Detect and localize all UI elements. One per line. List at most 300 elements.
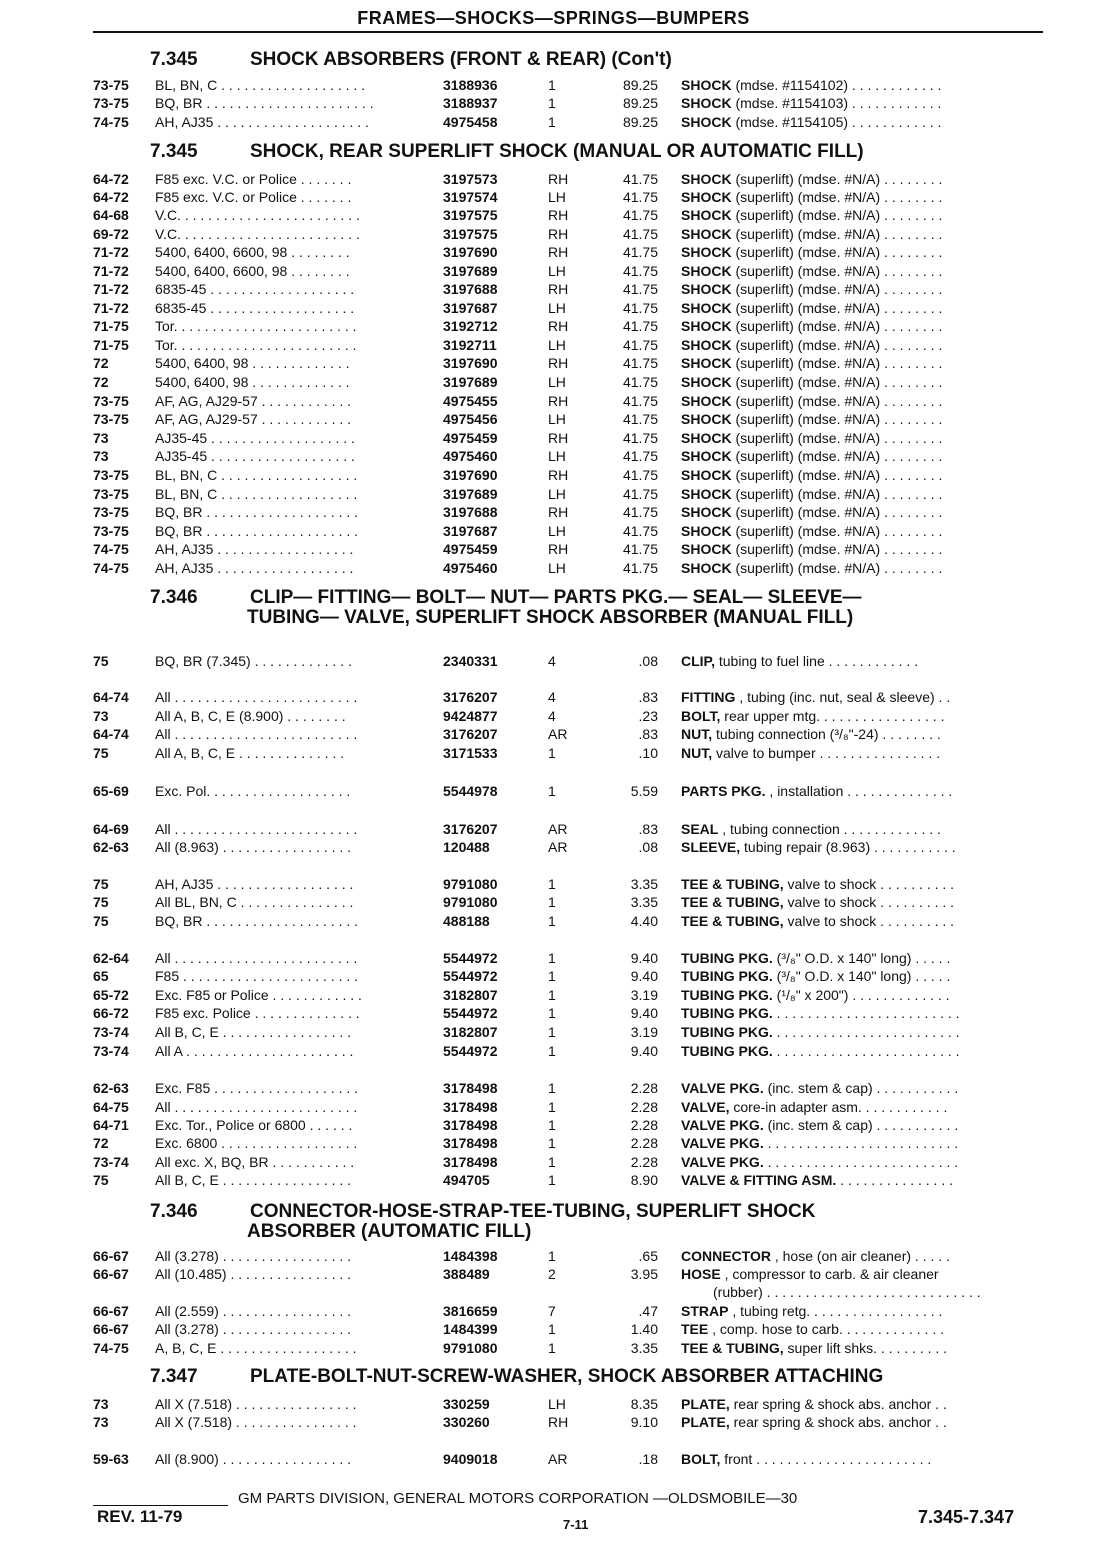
- model-year: 64-74: [93, 726, 129, 742]
- part-detail: (superlift) (mdse. #N/A) . . . . . . . .: [731, 504, 943, 520]
- quantity: 1: [548, 783, 556, 799]
- part-detail: rear spring & shock abs. anchor . .: [729, 1414, 947, 1430]
- part-description: [681, 725, 1046, 743]
- quantity: 1: [548, 1005, 556, 1021]
- price: 41.75: [622, 504, 658, 520]
- quantity: RH: [548, 318, 569, 334]
- part-detail: tubing to fuel line . . . . . . . . . . . .: [714, 653, 919, 669]
- part-number: 3176207: [443, 689, 498, 705]
- part-description: [681, 336, 1046, 354]
- parts-row: [93, 262, 1048, 280]
- part-name: CLIP,: [681, 653, 715, 669]
- part-number: 9791080: [443, 894, 498, 910]
- model-year: 69-72: [93, 226, 129, 242]
- part-detail: (superlift) (mdse. #N/A) . . . . . . . .: [731, 300, 943, 316]
- parts-row: [93, 1116, 1048, 1134]
- part-name: STRAP: [681, 1303, 729, 1319]
- model-application: 6835-45 . . . . . . . . . . . . . . . . . . .: [155, 300, 355, 316]
- part-detail: (mdse. #1154102) . . . . . . . . . . . .: [731, 77, 942, 93]
- price: 41.75: [622, 244, 658, 260]
- model-year: 74-75: [93, 541, 129, 557]
- parts-row: [93, 1395, 1048, 1413]
- part-detail: , hose (on air cleaner) . . . . .: [770, 1248, 950, 1264]
- part-description: [681, 299, 1046, 317]
- part-name: SHOCK: [681, 171, 732, 187]
- part-detail: (superlift) (mdse. #N/A) . . . . . . . .: [731, 337, 943, 353]
- model-year: 59-63: [93, 1451, 129, 1467]
- part-detail: , tubing (inc. nut, seal & sleeve) . .: [735, 689, 951, 705]
- quantity: LH: [548, 189, 566, 205]
- model-year: 73: [93, 1396, 109, 1412]
- model-year: 64-72: [93, 171, 129, 187]
- part-number: 3182807: [443, 1024, 498, 1040]
- quantity: AR: [548, 839, 568, 855]
- part-detail: tubing repair (8.963) . . . . . . . . . . .: [740, 839, 956, 855]
- quantity: 1: [548, 1043, 556, 1059]
- quantity: 1: [548, 968, 556, 984]
- part-description: [681, 820, 1046, 838]
- model-year: 73: [93, 430, 109, 446]
- model-application: AH, AJ35 . . . . . . . . . . . . . . . . . .: [155, 541, 354, 557]
- part-detail: core-in adapter asm. . . . . . . . . . . .: [729, 1099, 948, 1115]
- part-description: [681, 225, 1046, 243]
- part-description: [681, 94, 1046, 112]
- part-description: [681, 912, 1046, 930]
- model-application: Tor. . . . . . . . . . . . . . . . . . . . . . . .: [155, 318, 357, 334]
- part-description: [681, 206, 1046, 224]
- part-description: [681, 1302, 1046, 1320]
- model-year: 73-75: [93, 523, 129, 539]
- part-number: 1484398: [443, 1248, 498, 1264]
- model-application: All A . . . . . . . . . . . . . . . . . . . . . .: [155, 1043, 354, 1059]
- price: 8.90: [630, 1172, 658, 1188]
- part-description: [681, 1004, 1046, 1022]
- price: 41.75: [622, 374, 658, 390]
- model-year: 66-72: [93, 1005, 129, 1021]
- part-name: SLEEVE,: [681, 839, 741, 855]
- part-number: 3816659: [443, 1303, 498, 1319]
- model-application: All B, C, E . . . . . . . . . . . . . . . . .: [155, 1024, 352, 1040]
- model-application: AF, AG, AJ29-57 . . . . . . . . . . . .: [155, 411, 352, 427]
- part-number: 4975460: [443, 448, 498, 464]
- quantity: 1: [548, 77, 556, 93]
- quantity: 4: [548, 689, 556, 705]
- part-number: 388489: [443, 1266, 490, 1282]
- parts-row: [93, 429, 1048, 447]
- part-name: SHOCK: [681, 411, 732, 427]
- price: 41.75: [622, 467, 658, 483]
- part-description: [681, 76, 1046, 94]
- price: 41.75: [622, 337, 658, 353]
- price: .18: [638, 1451, 658, 1467]
- part-detail: , compressor to carb. & air cleaner: [720, 1266, 939, 1282]
- price: 9.40: [630, 950, 658, 966]
- part-detail: (superlift) (mdse. #N/A) . . . . . . . .: [731, 467, 943, 483]
- model-year: 72: [93, 355, 109, 371]
- part-detail: (superlift) (mdse. #N/A) . . . . . . . .: [731, 411, 943, 427]
- part-name: TEE & TUBING,: [681, 913, 784, 929]
- part-name: VALVE,: [681, 1099, 730, 1115]
- part-name: SHOCK: [681, 523, 732, 539]
- quantity: 1: [548, 1135, 556, 1151]
- price: .23: [638, 708, 658, 724]
- part-description: [681, 1079, 1046, 1097]
- price: 3.35: [630, 894, 658, 910]
- page-header-title: FRAMES—SHOCKS—SPRINGS—BUMPERS: [357, 8, 750, 28]
- part-detail: valve to shock . . . . . . . . . .: [783, 876, 955, 892]
- price: 3.35: [630, 876, 658, 892]
- price: .08: [638, 839, 658, 855]
- model-year: 74-75: [93, 1340, 129, 1356]
- price: .65: [638, 1248, 658, 1264]
- model-application: All exc. X, BQ, BR . . . . . . . . . . .: [155, 1154, 355, 1170]
- section-title: SHOCK, REAR SUPERLIFT SHOCK (MANUAL OR AUTOMATIC FILL): [250, 141, 864, 162]
- quantity: LH: [548, 523, 566, 539]
- part-detail: (superlift) (mdse. #N/A) . . . . . . . .: [731, 226, 943, 242]
- part-number: 3197574: [443, 189, 498, 205]
- quantity: 1: [548, 894, 556, 910]
- part-detail: (superlift) (mdse. #N/A) . . . . . . . .: [731, 374, 943, 390]
- model-application: AH, AJ35 . . . . . . . . . . . . . . . . . . . .: [155, 114, 369, 130]
- section-title: SHOCK ABSORBERS (FRONT & REAR) (Con't): [250, 49, 672, 70]
- model-application: BL, BN, C . . . . . . . . . . . . . . . . . .: [155, 467, 358, 483]
- model-year: 75: [93, 1172, 109, 1188]
- model-year: 73-75: [93, 95, 129, 111]
- part-description: [681, 652, 1046, 670]
- part-number: 3197690: [443, 244, 498, 260]
- quantity: RH: [548, 430, 569, 446]
- part-detail: . . . . . . . . . . . . . . . . . . . . . . . .: [772, 1005, 960, 1021]
- quantity: 1: [548, 745, 556, 761]
- part-number: 3197689: [443, 374, 498, 390]
- model-year: 71-72: [93, 263, 129, 279]
- parts-row: [93, 1004, 1048, 1022]
- parts-row: [93, 893, 1048, 911]
- quantity: 1: [548, 1321, 556, 1337]
- part-number: 1484399: [443, 1321, 498, 1337]
- part-number: 9791080: [443, 876, 498, 892]
- price: 41.75: [622, 541, 658, 557]
- part-description: [681, 782, 1046, 800]
- parts-row: [93, 707, 1048, 725]
- part-description: [681, 317, 1046, 335]
- part-number: 3197687: [443, 300, 498, 316]
- model-application: AJ35-45 . . . . . . . . . . . . . . . . . . .: [155, 430, 355, 446]
- quantity: 4: [548, 653, 556, 669]
- price: 41.75: [622, 281, 658, 297]
- model-year: 73-75: [93, 486, 129, 502]
- price: 41.75: [622, 171, 658, 187]
- part-name: SEAL: [681, 821, 719, 837]
- part-description: [681, 838, 1046, 856]
- part-detail: . . . . . . . . . . . . . . . . . . . . . . . .: [772, 1043, 960, 1059]
- model-application: All . . . . . . . . . . . . . . . . . . . . . . . .: [155, 726, 358, 742]
- part-name: SHOCK: [681, 318, 732, 334]
- part-description: [681, 392, 1046, 410]
- model-year: 75: [93, 894, 109, 910]
- model-application: V.C. . . . . . . . . . . . . . . . . . . . . . . .: [155, 207, 360, 223]
- parts-row: [93, 1339, 1048, 1357]
- part-name: TUBING PKG.: [681, 1005, 773, 1021]
- part-name: PLATE,: [681, 1414, 730, 1430]
- model-application: Exc. F85 or Police . . . . . . . . . . . .: [155, 987, 362, 1003]
- part-description: [681, 1320, 1046, 1338]
- part-name: PLATE,: [681, 1396, 730, 1412]
- part-description: [681, 1116, 1046, 1134]
- part-number: 3197690: [443, 467, 498, 483]
- part-detail: rear spring & shock abs. anchor . .: [729, 1396, 947, 1412]
- part-name: SHOCK: [681, 189, 732, 205]
- part-number: 3192711: [443, 337, 497, 353]
- model-application: BQ, BR . . . . . . . . . . . . . . . . . . . .: [155, 523, 359, 539]
- part-detail: (superlift) (mdse. #N/A) . . . . . . . .: [731, 430, 943, 446]
- part-detail: super lift shks. . . . . . . . . .: [783, 1340, 948, 1356]
- parts-row: [93, 949, 1048, 967]
- part-description: [681, 1413, 1046, 1431]
- price: 41.75: [622, 263, 658, 279]
- parts-row: [93, 94, 1048, 112]
- part-number: 3178498: [443, 1135, 498, 1151]
- part-name: SHOCK: [681, 226, 732, 242]
- parts-row: [93, 317, 1048, 335]
- model-application: All A, B, C, E . . . . . . . . . . . . . .: [155, 745, 345, 761]
- model-application: Exc. F85 . . . . . . . . . . . . . . . . . . .: [155, 1080, 359, 1096]
- part-detail: (superlift) (mdse. #N/A) . . . . . . . .: [731, 207, 943, 223]
- part-description: [681, 744, 1046, 762]
- part-detail: (³/₈" O.D. x 140" long) . . . . .: [772, 950, 951, 966]
- parts-row: [93, 392, 1048, 410]
- quantity: AR: [548, 726, 568, 742]
- part-detail: (superlift) (mdse. #N/A) . . . . . . . .: [731, 281, 943, 297]
- model-year: 73: [93, 448, 109, 464]
- price: 41.75: [622, 300, 658, 316]
- parts-row: [93, 1042, 1048, 1060]
- part-description: [713, 1283, 1078, 1301]
- part-detail: , tubing retg. . . . . . . . . . . . . . . . . .: [728, 1303, 943, 1319]
- part-number: 330259: [443, 1396, 490, 1412]
- part-description: [681, 949, 1046, 967]
- part-name: SHOCK: [681, 300, 732, 316]
- parts-row: [93, 559, 1048, 577]
- section-number: 7.345: [150, 141, 198, 162]
- footer-publisher: GM PARTS DIVISION, GENERAL MOTORS CORPORATION —OLDSMOBILE—30: [238, 1490, 798, 1507]
- part-description: [681, 1171, 1046, 1189]
- model-year: 66-67: [93, 1321, 129, 1337]
- part-number: 3171533: [443, 745, 498, 761]
- model-year: 64-69: [93, 821, 129, 837]
- part-name: SHOCK: [681, 281, 732, 297]
- part-description: [681, 559, 1046, 577]
- part-description: [681, 1042, 1046, 1060]
- quantity: 1: [548, 1080, 556, 1096]
- part-number: 488188: [443, 913, 490, 929]
- model-application: F85 exc. Police . . . . . . . . . . . . . .: [155, 1005, 360, 1021]
- model-year: 64-68: [93, 207, 129, 223]
- part-description: [681, 485, 1046, 503]
- part-name: CONNECTOR: [681, 1248, 771, 1264]
- part-name: HOSE: [681, 1266, 721, 1282]
- part-number: 5544972: [443, 1043, 498, 1059]
- part-number: 4975455: [443, 393, 498, 409]
- model-application: A, B, C, E . . . . . . . . . . . . . . . . . .: [155, 1340, 357, 1356]
- part-number: 2340331: [443, 653, 498, 669]
- quantity: LH: [548, 486, 566, 502]
- part-name: SHOCK: [681, 467, 732, 483]
- model-application: 5400, 6400, 98 . . . . . . . . . . . . .: [155, 355, 350, 371]
- part-detail: (rubber) . . . . . . . . . . . . . . . . . . . . . . . . . . . .: [713, 1284, 981, 1300]
- part-description: [681, 707, 1046, 725]
- model-year: 75: [93, 745, 109, 761]
- parts-row: [93, 1247, 1048, 1265]
- model-year: 72: [93, 1135, 109, 1151]
- model-application: AF, AG, AJ29-57 . . . . . . . . . . . .: [155, 393, 352, 409]
- part-name: BOLT,: [681, 1451, 721, 1467]
- parts-row: [93, 1171, 1048, 1189]
- model-application: Exc. 6800 . . . . . . . . . . . . . . . . . .: [155, 1135, 358, 1151]
- part-detail: rear upper mtg. . . . . . . . . . . . . . . . .: [720, 708, 945, 724]
- price: 41.75: [622, 355, 658, 371]
- model-year: 73-75: [93, 393, 129, 409]
- quantity: 4: [548, 708, 556, 724]
- part-number: 9409018: [443, 1451, 498, 1467]
- part-description: [681, 280, 1046, 298]
- part-name: SHOCK: [681, 337, 732, 353]
- header-rule: [93, 31, 1043, 33]
- section-number: 7.345: [150, 49, 198, 70]
- model-application: 5400, 6400, 6600, 98 . . . . . . . .: [155, 244, 350, 260]
- quantity: 1: [548, 1024, 556, 1040]
- parts-row: [93, 1320, 1048, 1338]
- price: 41.75: [622, 393, 658, 409]
- price: 3.19: [630, 987, 658, 1003]
- part-number: 5544972: [443, 1005, 498, 1021]
- model-year: 73-74: [93, 1043, 129, 1059]
- part-number: 120488: [443, 839, 490, 855]
- section-heading: [150, 587, 862, 628]
- parts-row: [93, 1134, 1048, 1152]
- part-description: [681, 1023, 1046, 1041]
- part-detail: (¹/₈" x 200") . . . . . . . . . . . . .: [772, 987, 950, 1003]
- section-title: PLATE-BOLT-NUT-SCREW-WASHER, SHOCK ABSORBER ATTACHING: [250, 1366, 884, 1387]
- section-number: 7.346: [150, 1201, 198, 1222]
- parts-row: [93, 1283, 1048, 1301]
- model-year: 74-75: [93, 560, 129, 576]
- quantity: LH: [548, 300, 566, 316]
- price: 4.40: [630, 913, 658, 929]
- part-description: [681, 447, 1046, 465]
- part-detail: (superlift) (mdse. #N/A) . . . . . . . .: [731, 448, 943, 464]
- section-title: CONNECTOR-HOSE-STRAP-TEE-TUBING, SUPERLIFT SHOCK: [250, 1201, 816, 1222]
- part-detail: (superlift) (mdse. #N/A) . . . . . . . .: [731, 171, 943, 187]
- price: 3.95: [630, 1266, 658, 1282]
- part-number: 3197690: [443, 355, 498, 371]
- model-year: 73-75: [93, 411, 129, 427]
- price: 2.28: [630, 1117, 658, 1133]
- quantity: LH: [548, 263, 566, 279]
- part-number: 9424877: [443, 708, 498, 724]
- model-application: BL, BN, C . . . . . . . . . . . . . . . . . .: [155, 486, 358, 502]
- part-detail: (superlift) (mdse. #N/A) . . . . . . . .: [731, 560, 943, 576]
- part-detail: , tubing connection . . . . . . . . . . . . .: [718, 821, 941, 837]
- model-year: 64-72: [93, 189, 129, 205]
- part-name: VALVE PKG.: [681, 1117, 764, 1133]
- part-number: 4975459: [443, 430, 498, 446]
- model-year: 65-72: [93, 987, 129, 1003]
- part-detail: tubing connection (³/₈"-24) . . . . . . . .: [712, 726, 941, 742]
- part-description: [681, 688, 1046, 706]
- model-application: All (10.485) . . . . . . . . . . . . . . . .: [155, 1266, 352, 1282]
- model-year: 71-72: [93, 300, 129, 316]
- part-description: [681, 1134, 1046, 1152]
- part-detail: (mdse. #1154103) . . . . . . . . . . . .: [731, 95, 942, 111]
- model-application: 5400, 6400, 98 . . . . . . . . . . . . .: [155, 374, 350, 390]
- part-description: [681, 893, 1046, 911]
- model-application: All A, B, C, E (8.900) . . . . . . . .: [155, 708, 346, 724]
- quantity: LH: [548, 1396, 566, 1412]
- price: 41.75: [622, 226, 658, 242]
- part-name: SHOCK: [681, 448, 732, 464]
- model-year: 73-75: [93, 77, 129, 93]
- price: .83: [638, 821, 658, 837]
- price: .10: [638, 745, 658, 761]
- model-application: All . . . . . . . . . . . . . . . . . . . . . . . .: [155, 821, 358, 837]
- model-year: 73-74: [93, 1024, 129, 1040]
- model-application: AH, AJ35 . . . . . . . . . . . . . . . . . .: [155, 876, 354, 892]
- part-name: SHOCK: [681, 393, 732, 409]
- part-number: 3188936: [443, 77, 498, 93]
- part-name: TUBING PKG.: [681, 1024, 773, 1040]
- model-application: All . . . . . . . . . . . . . . . . . . . . . . . .: [155, 1099, 358, 1115]
- parts-row: [93, 503, 1048, 521]
- parts-row: [93, 485, 1048, 503]
- part-number: 3197688: [443, 504, 498, 520]
- model-application: BQ, BR . . . . . . . . . . . . . . . . . . . .: [155, 504, 359, 520]
- price: 2.28: [630, 1099, 658, 1115]
- part-number: 3192712: [443, 318, 498, 334]
- model-application: All X (7.518) . . . . . . . . . . . . . . . .: [155, 1396, 357, 1412]
- model-application: V.C. . . . . . . . . . . . . . . . . . . . . . . .: [155, 226, 360, 242]
- model-year: 71-75: [93, 318, 129, 334]
- price: 41.75: [622, 486, 658, 502]
- part-description: [681, 1247, 1046, 1265]
- parts-row: [93, 410, 1048, 428]
- parts-row: [93, 1265, 1048, 1283]
- price: .83: [638, 726, 658, 742]
- section-heading: [150, 50, 672, 69]
- part-name: VALVE PKG.: [681, 1154, 764, 1170]
- part-detail: (superlift) (mdse. #N/A) . . . . . . . .: [731, 263, 943, 279]
- quantity: RH: [548, 281, 569, 297]
- price: 41.75: [622, 207, 658, 223]
- price: 41.75: [622, 411, 658, 427]
- part-number: 4975459: [443, 541, 498, 557]
- part-detail: (superlift) (mdse. #N/A) . . . . . . . .: [731, 244, 943, 260]
- parts-row: [93, 354, 1048, 372]
- quantity: RH: [548, 171, 569, 187]
- section-title-continued: ABSORBER (AUTOMATIC FILL): [247, 1221, 532, 1242]
- part-name: SHOCK: [681, 560, 732, 576]
- price: 3.35: [630, 1340, 658, 1356]
- quantity: 1: [548, 114, 556, 130]
- section-heading: [150, 1367, 883, 1386]
- price: 9.40: [630, 1043, 658, 1059]
- parts-row: [93, 875, 1048, 893]
- part-number: 3197689: [443, 486, 498, 502]
- part-number: 3197688: [443, 281, 498, 297]
- model-application: All X (7.518) . . . . . . . . . . . . . . . .: [155, 1414, 357, 1430]
- part-number: 5544978: [443, 783, 498, 799]
- parts-row: [93, 725, 1048, 743]
